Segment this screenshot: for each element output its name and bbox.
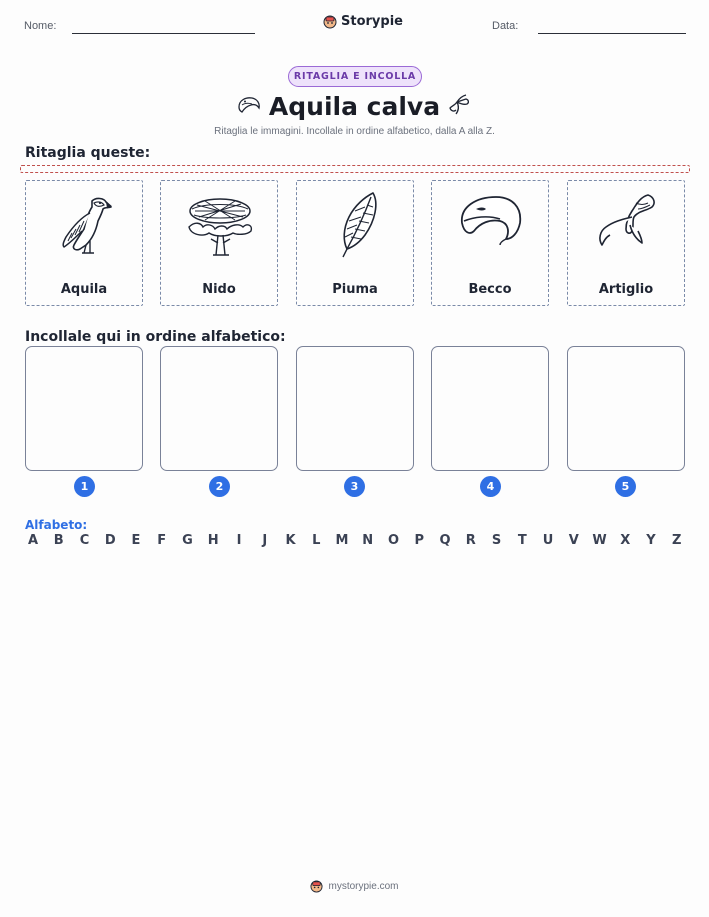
cut-card-nido[interactable] bbox=[160, 180, 278, 306]
alphabet-letter: I bbox=[236, 533, 242, 548]
slot-number: 2 bbox=[209, 476, 230, 497]
talon-icon bbox=[592, 189, 662, 259]
alphabet-letter: V bbox=[568, 533, 579, 548]
paste-box-1[interactable] bbox=[25, 346, 143, 471]
name-line bbox=[72, 33, 255, 34]
alphabet-letter: R bbox=[465, 533, 476, 548]
alphabet-letter: P bbox=[414, 533, 425, 548]
cut-guide-line bbox=[20, 165, 690, 173]
alphabet-letter: E bbox=[131, 533, 141, 548]
alphabet-letter: X bbox=[620, 533, 631, 548]
paste-box-2[interactable] bbox=[160, 346, 278, 471]
slot-number: 4 bbox=[480, 476, 501, 497]
alphabet-letter: C bbox=[79, 533, 90, 548]
alphabet-letter: B bbox=[53, 533, 64, 548]
alphabet-letter: G bbox=[182, 533, 193, 548]
alphabet-letter: W bbox=[592, 533, 607, 548]
alphabet-letter: D bbox=[104, 533, 116, 548]
card-label: Artiglio bbox=[598, 282, 654, 297]
storypie-mascot-icon bbox=[323, 15, 337, 29]
brand-name: Storypie bbox=[341, 14, 403, 29]
card-label: Becco bbox=[468, 282, 512, 297]
slot-number: 3 bbox=[344, 476, 365, 497]
alphabet-letter: L bbox=[312, 533, 321, 548]
alphabet-letter: S bbox=[491, 533, 502, 548]
cut-card-piuma[interactable] bbox=[296, 180, 414, 306]
feather-icon bbox=[321, 189, 391, 259]
slot-number: 5 bbox=[615, 476, 636, 497]
cut-card-becco[interactable] bbox=[431, 180, 549, 306]
alphabet-letter: T bbox=[517, 533, 527, 548]
cut-card-artiglio[interactable] bbox=[567, 180, 685, 306]
alphabet-letter: M bbox=[335, 533, 349, 548]
instructions: Ritaglia le immagini. Incollale in ordine alfabetico, dalla A alla Z. bbox=[214, 126, 495, 137]
paste-box-3[interactable] bbox=[296, 346, 414, 471]
alphabet-letter: Z bbox=[672, 533, 682, 548]
activity-badge: RITAGLIA E INCOLLA bbox=[288, 66, 422, 87]
alphabet-letter: F bbox=[157, 533, 167, 548]
alphabet-heading: Alfabeto: bbox=[25, 518, 88, 532]
card-label: Nido bbox=[202, 282, 236, 297]
alphabet-letter: H bbox=[207, 533, 219, 548]
paste-heading: Incollale qui in ordine alfabetico: bbox=[25, 329, 286, 345]
alphabet-letter: Q bbox=[439, 533, 451, 548]
alphabet-letter: N bbox=[362, 533, 374, 548]
alphabet-letter: O bbox=[387, 533, 400, 548]
eagle-icon bbox=[50, 189, 120, 259]
card-label: Piuma bbox=[332, 282, 378, 297]
beak-icon bbox=[456, 189, 526, 259]
paste-box-5[interactable] bbox=[567, 346, 685, 471]
paste-box-4[interactable] bbox=[431, 346, 549, 471]
brand-logo bbox=[323, 14, 403, 29]
slot-number: 1 bbox=[74, 476, 95, 497]
talon-icon bbox=[446, 92, 472, 118]
alphabet-letter: J bbox=[262, 533, 268, 548]
cut-card-aquila[interactable] bbox=[25, 180, 143, 306]
date-label: Data: bbox=[492, 20, 519, 32]
card-label: Aquila bbox=[60, 282, 108, 297]
nest-icon bbox=[185, 189, 255, 259]
cut-heading: Ritaglia queste: bbox=[25, 145, 151, 161]
alphabet-letter: A bbox=[27, 533, 39, 548]
page-title: Aquila calva bbox=[268, 92, 441, 121]
name-label: Nome: bbox=[24, 20, 57, 32]
alphabet-letter: Y bbox=[646, 533, 656, 548]
date-line bbox=[538, 33, 686, 34]
storypie-mascot-icon bbox=[310, 880, 323, 893]
footer bbox=[0, 880, 709, 893]
footer-site: mystorypie.com bbox=[328, 881, 399, 892]
alphabet-letter: K bbox=[285, 533, 296, 548]
alphabet-letter: U bbox=[542, 533, 554, 548]
alphabet-row bbox=[25, 533, 685, 548]
